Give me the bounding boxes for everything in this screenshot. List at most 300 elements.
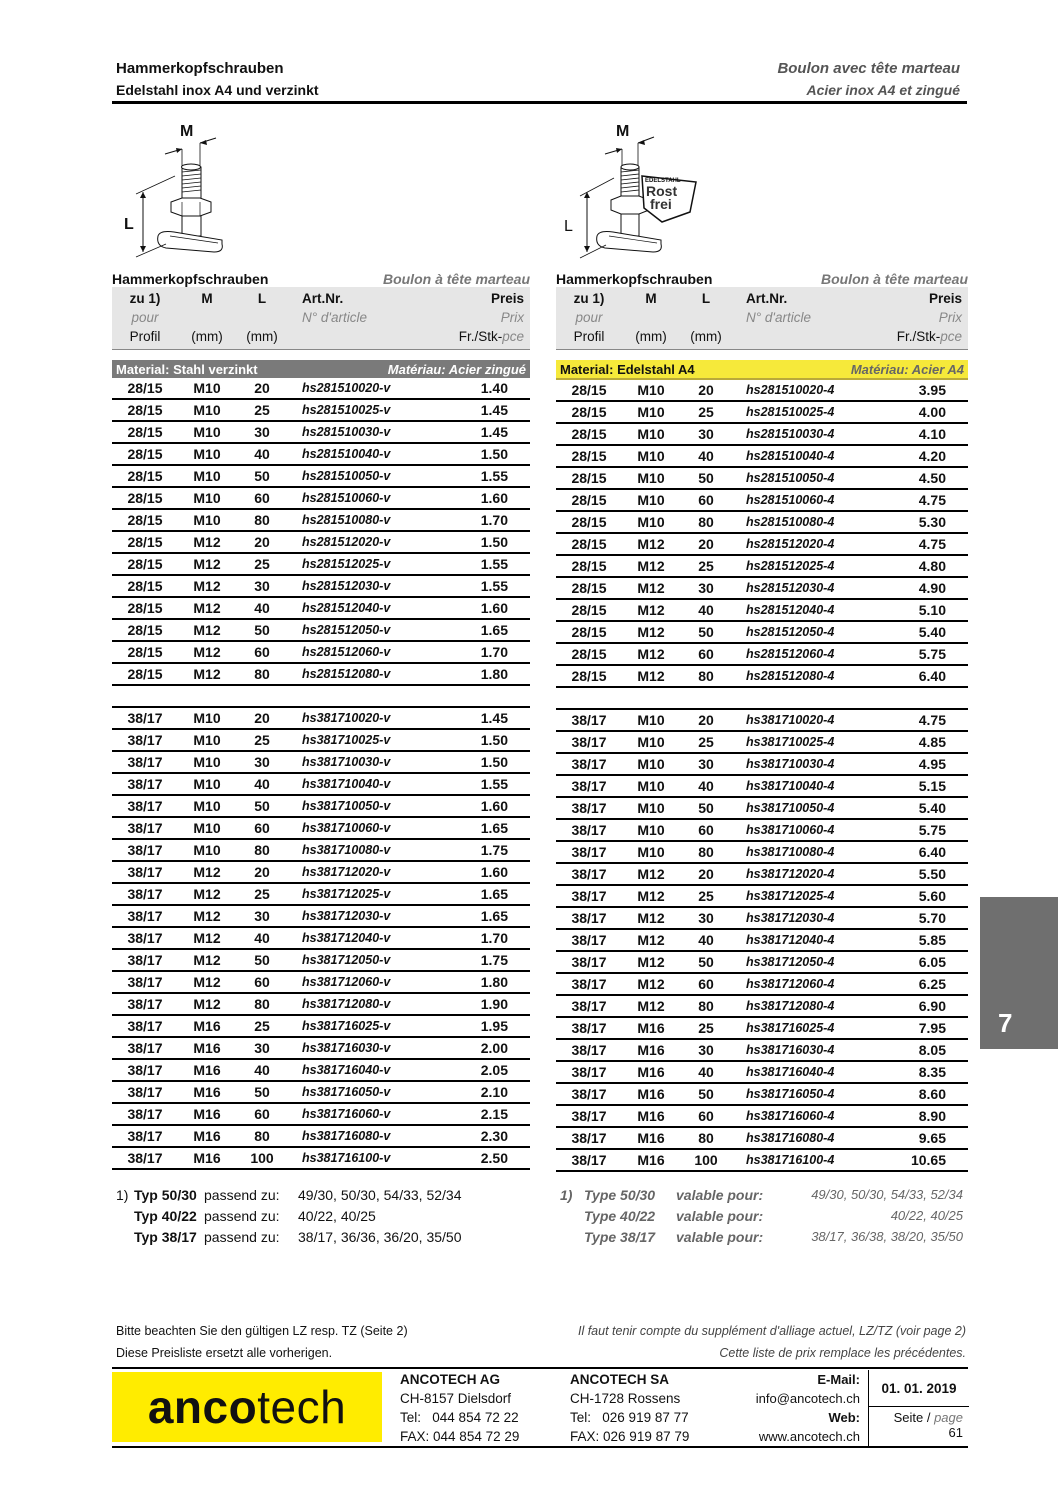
l-cell: 30: [698, 756, 714, 772]
l-cell: 40: [698, 602, 714, 618]
m-cell: M10: [637, 844, 665, 860]
price-cell: 5.75: [918, 646, 946, 662]
price-cell: 4.85: [918, 734, 946, 750]
table-group-28-15: [556, 380, 968, 688]
article-number-cell: hs381712040-4: [746, 933, 835, 947]
price-cell: 1.55: [480, 776, 508, 792]
article-number-cell: hs281510025-v: [302, 403, 391, 417]
article-number-cell: hs281510080-4: [746, 515, 835, 529]
price-cell: 1.55: [480, 578, 508, 594]
price-cell: 4.75: [918, 536, 946, 552]
column-header: zu 1) M L Art.Nr. Preis pour N° d'article Prix Profil (mm) (mm) Fr./Stk-pce: [112, 287, 530, 350]
col-price: Preis: [490, 291, 524, 306]
l-cell: 80: [254, 666, 270, 682]
l-cell: 40: [254, 776, 270, 792]
profile-cell: 28/15: [127, 534, 163, 550]
profile-cell: 28/15: [127, 468, 163, 484]
l-cell: 40: [254, 930, 270, 946]
m-cell: M10: [637, 734, 665, 750]
table-row: [112, 796, 530, 818]
l-cell: 20: [698, 536, 714, 552]
price-cell: 7.95: [918, 1020, 946, 1036]
article-number-cell: hs381710080-4: [746, 845, 835, 859]
hammer-bolt-diagram-zinc: [110, 112, 270, 262]
profile-cell: 38/17: [127, 864, 163, 880]
m-cell: M12: [193, 930, 221, 946]
table-row: [556, 908, 968, 930]
table-row: [112, 532, 530, 554]
m-cell: M12: [637, 580, 665, 596]
l-cell: 25: [698, 888, 714, 904]
price-cell: 1.70: [480, 512, 508, 528]
l-cell: 25: [254, 732, 270, 748]
m-cell: M16: [193, 1128, 221, 1144]
profile-cell: 28/15: [571, 602, 607, 618]
price-cell: 1.65: [480, 908, 508, 924]
m-cell: M12: [193, 666, 221, 682]
profile-cell: 38/17: [127, 974, 163, 990]
article-number-cell: hs381716025-4: [746, 1021, 835, 1035]
l-cell: 30: [698, 426, 714, 442]
l-cell: 100: [250, 1150, 274, 1166]
table-row: [556, 974, 968, 996]
page-title-fr: Boulon avec tête marteau: [777, 60, 960, 77]
article-number-cell: hs281512025-v: [302, 557, 391, 571]
l-cell: 40: [254, 1062, 270, 1078]
note-fr-2: Cette liste de prix remplace les précédentes.: [719, 1346, 966, 1360]
l-cell: 80: [698, 1130, 714, 1146]
table-row: [112, 840, 530, 862]
article-number-cell: hs281512080-v: [302, 667, 391, 681]
m-cell: M16: [193, 1084, 221, 1100]
page-number: 61: [948, 1425, 963, 1440]
price-cell: 9.65: [918, 1130, 946, 1146]
price-cell: 8.05: [918, 1042, 946, 1058]
footnotes-fr: 1) Type 50/30 valable pour: 49/30, 50/30, 54/33, 52/34 Type 40/22 valable pour: 40/22, 40/25 Type 38/17 valable pour: 38/17, 36/38, 38/20, 35/50: [560, 1186, 963, 1245]
m-cell: M12: [637, 976, 665, 992]
m-cell: M10: [637, 712, 665, 728]
table-row: [556, 578, 968, 600]
l-cell: 20: [254, 710, 270, 726]
article-number-cell: hs281512020-4: [746, 537, 835, 551]
profile-cell: 38/17: [571, 1130, 607, 1146]
hammer-bolt-icon: [110, 112, 270, 262]
article-number-cell: hs281510020-4: [746, 383, 835, 397]
m-cell: M10: [193, 490, 221, 506]
l-cell: 30: [254, 578, 270, 594]
l-cell: 80: [698, 514, 714, 530]
price-cell: 1.75: [480, 842, 508, 858]
price-cell: 1.75: [480, 952, 508, 968]
profile-cell: 38/17: [571, 1152, 607, 1168]
article-number-cell: hs281510050-4: [746, 471, 835, 485]
profile-cell: 38/17: [127, 710, 163, 726]
article-number-cell: hs381710050-4: [746, 801, 835, 815]
profile-cell: 38/17: [571, 1064, 607, 1080]
price-cell: 5.50: [918, 866, 946, 882]
profile-cell: 38/17: [571, 800, 607, 816]
m-cell: M10: [193, 468, 221, 484]
price-cell: 1.65: [480, 820, 508, 836]
price-cell: 1.50: [480, 754, 508, 770]
table-row: [556, 1128, 968, 1150]
l-cell: 80: [698, 844, 714, 860]
article-number-cell: hs381712080-v: [302, 997, 391, 1011]
m-cell: M12: [193, 996, 221, 1012]
m-cell: M12: [637, 646, 665, 662]
price-cell: 3.95: [918, 382, 946, 398]
l-cell: 50: [254, 468, 270, 484]
m-cell: M10: [637, 756, 665, 772]
table-row: [112, 1104, 530, 1126]
table-row: [556, 446, 968, 468]
profile-cell: 28/15: [127, 512, 163, 528]
table-row: [112, 994, 530, 1016]
note-fr-1: Il faut tenir compte du supplément d'alliage actuel, LZ/TZ (voir page 2): [577, 1324, 966, 1338]
l-cell: 50: [698, 470, 714, 486]
price-cell: 1.60: [480, 600, 508, 616]
table-title-fr: Boulon à tête marteau: [382, 271, 530, 287]
page-subtitle-fr: Acier inox A4 et zingué: [806, 82, 960, 98]
table-row: [112, 1060, 530, 1082]
l-cell: 100: [694, 1152, 718, 1168]
l-cell: 25: [254, 556, 270, 572]
table-row: [112, 950, 530, 972]
table-row: [112, 1016, 530, 1038]
price-cell: 1.80: [480, 666, 508, 682]
table-group-38-17: [556, 710, 968, 1172]
l-cell: 25: [254, 402, 270, 418]
profile-cell: 38/17: [571, 1042, 607, 1058]
article-number-cell: hs281512050-4: [746, 625, 835, 639]
article-number-cell: hs381712050-v: [302, 953, 391, 967]
page-title-de: Hammerkopfschrauben: [116, 60, 284, 77]
profile-cell: 38/17: [571, 756, 607, 772]
contact-block: E-Mail: info@ancotech.ch Web: www.ancotech.ch: [755, 1372, 860, 1444]
profile-cell: 28/15: [127, 490, 163, 506]
profile-cell: 28/15: [127, 622, 163, 638]
table-row: [112, 1038, 530, 1060]
l-cell: 60: [698, 822, 714, 838]
table-row: [112, 928, 530, 950]
chapter-number: 7: [998, 1008, 1013, 1038]
table-row: [556, 666, 968, 688]
price-cell: 5.40: [918, 624, 946, 640]
m-cell: M10: [193, 776, 221, 792]
price-cell: 4.90: [918, 580, 946, 596]
table-row: [556, 952, 968, 974]
price-cell: 4.50: [918, 470, 946, 486]
article-number-cell: hs381710060-4: [746, 823, 835, 837]
price-cell: 1.60: [480, 864, 508, 880]
article-number-cell: hs381710025-v: [302, 733, 391, 747]
article-number-cell: hs381716060-v: [302, 1107, 391, 1121]
profile-cell: 28/15: [571, 426, 607, 442]
header-rule: [112, 101, 967, 104]
table-row: [556, 1040, 968, 1062]
table-row: [112, 598, 530, 620]
m-cell: M10: [193, 798, 221, 814]
m-cell: M12: [637, 910, 665, 926]
m-cell: M16: [637, 1020, 665, 1036]
article-number-cell: hs381710020-4: [746, 713, 835, 727]
table-row: [112, 378, 530, 400]
l-cell: 60: [254, 1106, 270, 1122]
profile-cell: 28/15: [571, 558, 607, 574]
price-cell: 2.15: [480, 1106, 508, 1122]
profile-cell: 28/15: [127, 644, 163, 660]
price-cell: 1.80: [480, 974, 508, 990]
m-cell: M16: [637, 1108, 665, 1124]
svg-text:frei: frei: [650, 196, 672, 212]
article-number-cell: hs281512025-4: [746, 559, 835, 573]
article-number-cell: hs381716030-v: [302, 1041, 391, 1055]
profile-cell: 28/15: [127, 446, 163, 462]
l-cell: 25: [698, 404, 714, 420]
table-row: [556, 468, 968, 490]
m-cell: M16: [193, 1040, 221, 1056]
table-row: [112, 664, 530, 686]
profile-cell: 38/17: [127, 798, 163, 814]
article-number-cell: hs281512040-4: [746, 603, 835, 617]
table-row: [556, 754, 968, 776]
l-cell: 20: [698, 866, 714, 882]
price-table-zinc: [112, 267, 530, 1170]
article-number-cell: hs281512030-4: [746, 581, 835, 595]
l-cell: 40: [698, 932, 714, 948]
price-cell: 5.40: [918, 800, 946, 816]
profile-cell: 38/17: [127, 930, 163, 946]
m-cell: M16: [637, 1130, 665, 1146]
m-cell: M10: [193, 842, 221, 858]
article-number-cell: hs381712040-v: [302, 931, 391, 945]
m-cell: M10: [637, 492, 665, 508]
profile-cell: 38/17: [571, 822, 607, 838]
profile-cell: 38/17: [571, 866, 607, 882]
price-cell: 4.80: [918, 558, 946, 574]
profile-cell: 28/15: [127, 556, 163, 572]
price-cell: 8.60: [918, 1086, 946, 1102]
l-cell: 60: [254, 644, 270, 660]
profile-cell: 28/15: [127, 578, 163, 594]
l-cell: 40: [698, 1064, 714, 1080]
profile-cell: 38/17: [127, 1106, 163, 1122]
price-cell: 4.20: [918, 448, 946, 464]
article-number-cell: hs381710020-v: [302, 711, 391, 725]
article-number-cell: hs381716040-4: [746, 1065, 835, 1079]
article-number-cell: hs381712030-4: [746, 911, 835, 925]
table-row: [112, 862, 530, 884]
price-cell: 1.65: [480, 622, 508, 638]
table-row: [112, 444, 530, 466]
profile-cell: 38/17: [571, 910, 607, 926]
m-cell: M12: [637, 536, 665, 552]
m-cell: M12: [193, 578, 221, 594]
article-number-cell: hs381716030-4: [746, 1043, 835, 1057]
table-row: [112, 774, 530, 796]
article-number-cell: hs381712080-4: [746, 999, 835, 1013]
table-row: [112, 642, 530, 664]
l-cell: 50: [254, 952, 270, 968]
price-cell: 5.85: [918, 932, 946, 948]
hammer-bolt-diagram-stainless: [550, 112, 710, 262]
table-row: [112, 422, 530, 444]
web-link[interactable]: www.ancotech.ch: [758, 1429, 860, 1444]
table-row: [112, 576, 530, 598]
l-cell: 40: [254, 446, 270, 462]
price-cell: 2.50: [480, 1150, 508, 1166]
profile-cell: 38/17: [571, 778, 607, 794]
profile-cell: 38/17: [127, 886, 163, 902]
table-row: [556, 644, 968, 666]
price-list-date: 01. 01. 2019: [869, 1370, 969, 1407]
l-cell: 20: [254, 534, 270, 550]
table-row: [112, 884, 530, 906]
m-cell: M10: [193, 446, 221, 462]
price-cell: 1.40: [480, 380, 508, 396]
article-number-cell: hs281512020-v: [302, 535, 391, 549]
profile-cell: 38/17: [571, 998, 607, 1014]
profile-cell: 38/17: [571, 1020, 607, 1036]
price-cell: 2.05: [480, 1062, 508, 1078]
price-cell: 1.45: [480, 710, 508, 726]
m-cell: M10: [193, 710, 221, 726]
table-row: [556, 600, 968, 622]
m-cell: M10: [193, 820, 221, 836]
l-cell: 60: [698, 646, 714, 662]
profile-cell: 38/17: [127, 820, 163, 836]
table-row: [556, 930, 968, 952]
col-profile: zu 1): [129, 291, 161, 306]
article-number-cell: hs281510030-v: [302, 425, 391, 439]
m-cell: M12: [637, 954, 665, 970]
article-number-cell: hs281512080-4: [746, 669, 835, 683]
m-cell: M12: [193, 974, 221, 990]
m-cell: M12: [193, 952, 221, 968]
price-cell: 5.30: [918, 514, 946, 530]
price-cell: 1.70: [480, 644, 508, 660]
l-cell: 25: [698, 734, 714, 750]
l-cell: 20: [254, 380, 270, 396]
l-label: L: [124, 216, 134, 233]
m-cell: M10: [637, 426, 665, 442]
profile-cell: 38/17: [127, 842, 163, 858]
profile-cell: 38/17: [127, 1084, 163, 1100]
price-cell: 4.10: [918, 426, 946, 442]
price-cell: 6.25: [918, 976, 946, 992]
m-cell: M16: [193, 1150, 221, 1166]
article-number-cell: hs281510030-4: [746, 427, 835, 441]
l-cell: 25: [698, 1020, 714, 1036]
article-number-cell: hs381716060-4: [746, 1109, 835, 1123]
table-row: [112, 972, 530, 994]
address-ag: ANCOTECH AG CH-8157 Dielsdorf Tel: 044 854 72 22 FAX: 044 854 72 29: [400, 1372, 520, 1444]
profile-cell: 38/17: [127, 1150, 163, 1166]
price-cell: 2.30: [480, 1128, 508, 1144]
price-cell: 1.95: [480, 1018, 508, 1034]
m-cell: M12: [637, 866, 665, 882]
article-number-cell: hs381712050-4: [746, 955, 835, 969]
svg-text:L: L: [564, 218, 573, 235]
ancotech-logo: anco tech: [112, 1372, 382, 1442]
profile-cell: 38/17: [127, 996, 163, 1012]
svg-text:EDELSTAHL: EDELSTAHL: [645, 178, 681, 184]
profile-cell: 38/17: [127, 1128, 163, 1144]
m-cell: M12: [193, 534, 221, 550]
article-number-cell: hs381716050-4: [746, 1087, 835, 1101]
m-cell: M10: [193, 380, 221, 396]
m-cell: M10: [193, 512, 221, 528]
article-number-cell: hs281510080-v: [302, 513, 391, 527]
m-cell: M16: [637, 1042, 665, 1058]
article-number-cell: hs381712020-v: [302, 865, 391, 879]
article-number-cell: hs381710030-4: [746, 757, 835, 771]
col-l: L: [257, 291, 267, 306]
article-number-cell: hs381712025-v: [302, 887, 391, 901]
article-number-cell: hs381710025-4: [746, 735, 835, 749]
l-cell: 50: [698, 624, 714, 640]
profile-cell: 28/15: [571, 580, 607, 596]
price-cell: 1.55: [480, 468, 508, 484]
article-number-cell: hs381716080-4: [746, 1131, 835, 1145]
article-number-cell: hs381716025-v: [302, 1019, 391, 1033]
table-row: [556, 710, 968, 732]
profile-cell: 28/15: [571, 404, 607, 420]
l-cell: 50: [254, 622, 270, 638]
table-row: [556, 534, 968, 556]
price-cell: 5.15: [918, 778, 946, 794]
article-number-cell: hs281510060-4: [746, 493, 835, 507]
profile-cell: 28/15: [127, 666, 163, 682]
m-cell: M12: [637, 998, 665, 1014]
m-cell: M10: [637, 822, 665, 838]
m-cell: M12: [637, 624, 665, 640]
footnotes-de: 1) Typ 50/30 passend zu: 49/30, 50/30, 54/33, 52/34 Typ 40/22 passend zu: 40/22, 40/25 Typ 38/17 passend zu: 38/17, 36/36, 36/20, 35/50: [116, 1186, 462, 1245]
l-cell: 60: [698, 976, 714, 992]
article-number-cell: hs381716100-v: [302, 1151, 391, 1165]
svg-text:M: M: [616, 123, 630, 140]
m-cell: M12: [193, 864, 221, 880]
l-cell: 50: [698, 954, 714, 970]
profile-cell: 38/17: [127, 1040, 163, 1056]
price-table-stainless: [556, 267, 968, 1172]
table-row: [556, 776, 968, 798]
profile-cell: 28/15: [127, 380, 163, 396]
l-cell: 20: [698, 712, 714, 728]
price-cell: 5.60: [918, 888, 946, 904]
table-row: [112, 752, 530, 774]
email-link[interactable]: info@ancotech.ch: [755, 1391, 860, 1406]
price-cell: 1.90: [480, 996, 508, 1012]
price-cell: 1.50: [480, 534, 508, 550]
material-banner: Material: Stahl verzinkt Matériau: Acier zingué: [112, 360, 530, 378]
l-cell: 20: [254, 864, 270, 880]
table-row: [556, 886, 968, 908]
article-number-cell: hs381712060-4: [746, 977, 835, 991]
table-row: [556, 1062, 968, 1084]
article-number-cell: hs281512060-4: [746, 647, 835, 661]
m-cell: M16: [193, 1018, 221, 1034]
svg-text:Rost: Rost: [646, 183, 678, 199]
profile-cell: 38/17: [127, 1018, 163, 1034]
table-row: [556, 1150, 968, 1172]
article-number-cell: hs381716040-v: [302, 1063, 391, 1077]
m-cell: M16: [193, 1062, 221, 1078]
price-cell: 1.60: [480, 490, 508, 506]
profile-cell: 38/17: [571, 844, 607, 860]
price-cell: 1.45: [480, 424, 508, 440]
table-row: [556, 798, 968, 820]
